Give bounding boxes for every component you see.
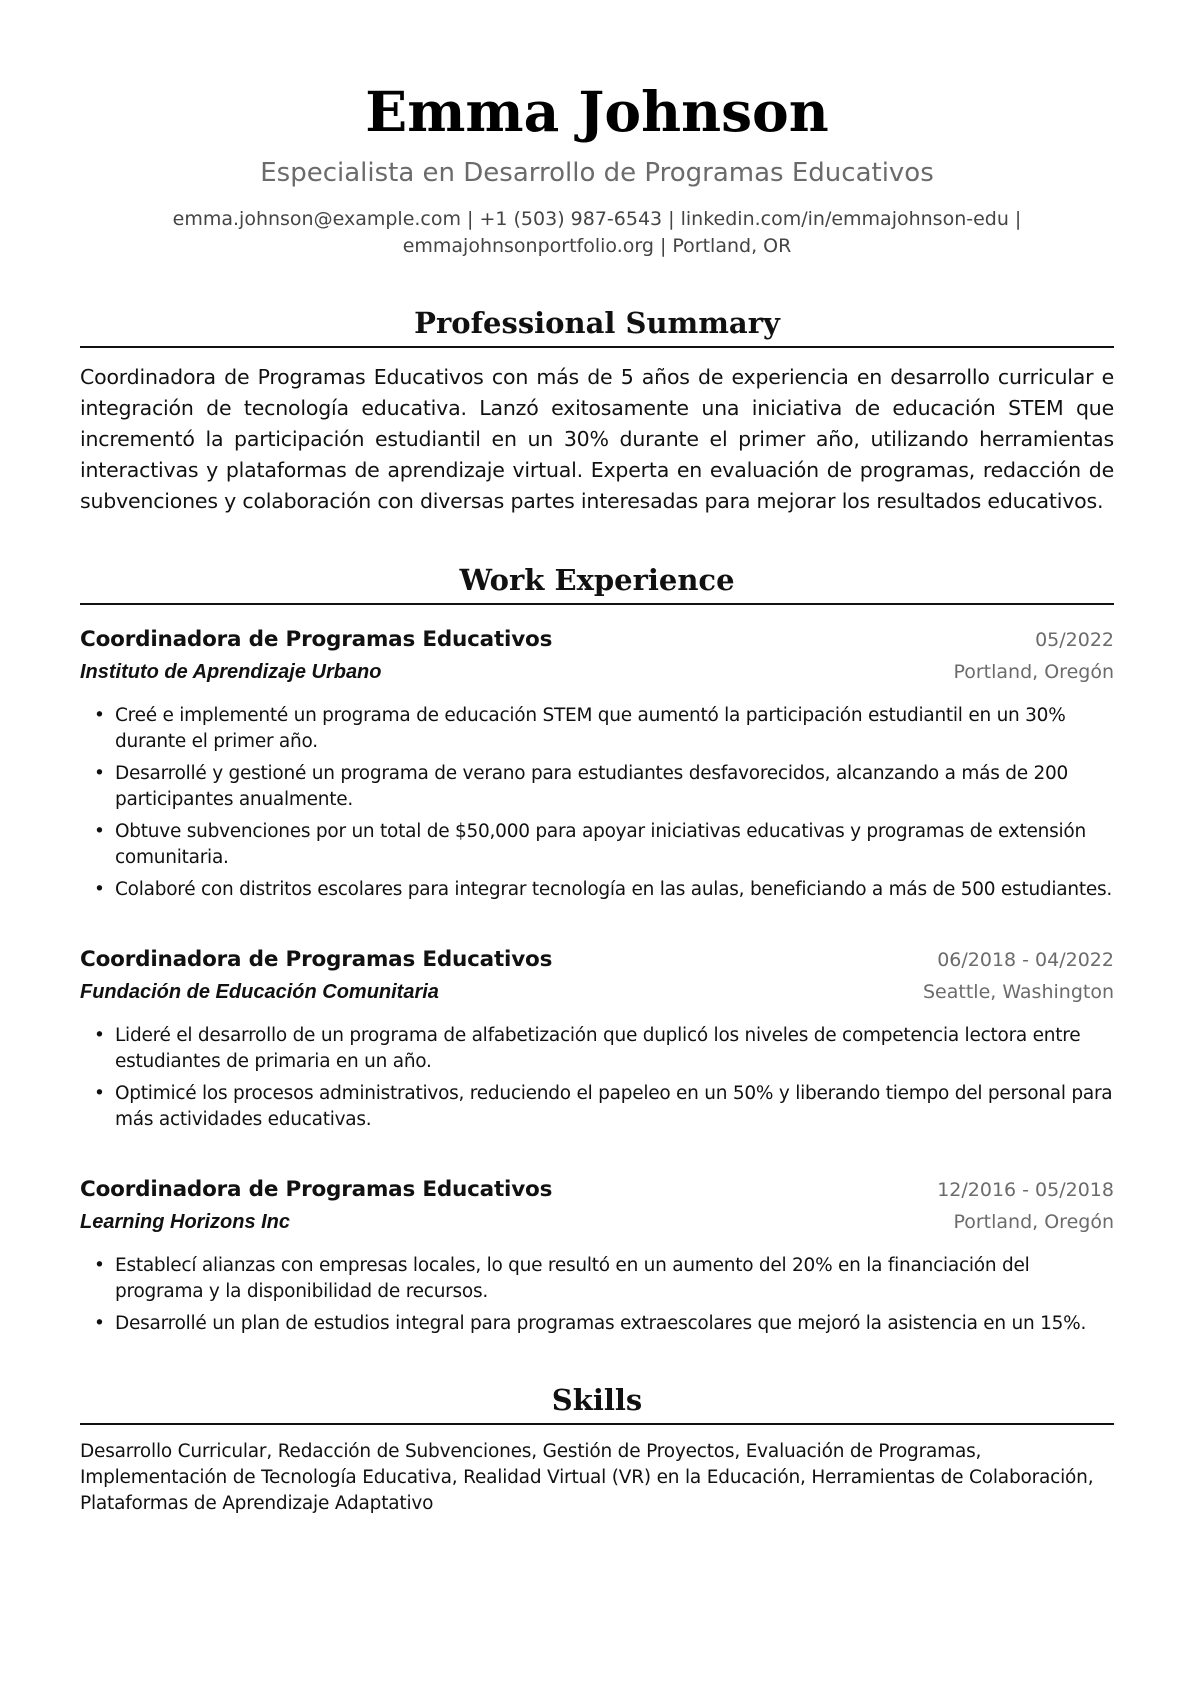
- summary-text: Coordinadora de Programas Educativos con más de 5 años de experiencia en desarrollo curricular e integración de tecnología educativa. Lanzó exitosamente una iniciativa de educación STEM que incrementó la participación estudiantil en un 30% durante el primer año, utilizando herramientas interactivas y plataformas de aprendizaje virtual. Experta en evaluación de programas, redacción de subvenciones y colaboración con diversas partes interesadas para mejorar los resultados educativos.: [80, 365, 1114, 513]
- job-date: 06/2018 - 04/2022: [937, 949, 1114, 971]
- experience-section: [80, 561, 1114, 1337]
- skills-text: Desarrollo Curricular, Redacción de Subvenciones, Gestión de Proyectos, Evaluación de Programas, Implementación de Tecnología Educativa, Realidad Virtual (VR) en la Educación, Herramientas de Colaboración, Plataformas de Aprendizaje Adaptativo: [80, 1441, 1094, 1514]
- job-date: 12/2016 - 05/2018: [937, 1179, 1114, 1201]
- job-header: [80, 1175, 1114, 1205]
- bullet-dot-icon: •: [94, 1025, 105, 1046]
- resume-page: [80, 78, 1114, 1517]
- bullet-item: [80, 1311, 1114, 1337]
- bullet-text: Desarrollé y gestioné un programa de verano para estudiantes desfavorecidos, alcanzando a más de 200 participantes anualmente.: [115, 763, 1069, 810]
- job-company: Instituto de Aprendizaje Urbano: [80, 661, 382, 683]
- bullet-text: Obtuve subvenciones por un total de $50,000 para apoyar iniciativas educativas y programas de extensión comunitaria.: [115, 821, 1086, 868]
- bullet-text: Lideré el desarrollo de un programa de alfabetización que duplicó los niveles de competencia lectora entre estudiantes de primaria en un año.: [115, 1025, 1081, 1072]
- job-header: [80, 945, 1114, 975]
- bullet-item: [80, 1023, 1114, 1075]
- bullet-text: Establecí alianzas con empresas locales, lo que resultó en un aumento del 20% en la financiación del programa y la disponibilidad de recursos.: [115, 1255, 1030, 1302]
- skills-section: [80, 1381, 1114, 1517]
- bullet-item: [80, 703, 1114, 755]
- job-title: Coordinadora de Programas Educativos: [80, 1177, 553, 1202]
- job-location: Portland, Oregón: [953, 661, 1114, 683]
- job-bullets: [80, 703, 1114, 903]
- job-header: [80, 625, 1114, 655]
- bullet-dot-icon: •: [94, 821, 105, 842]
- bullet-dot-icon: •: [94, 1313, 105, 1334]
- bullet-item: [80, 1081, 1114, 1133]
- contact-line: emma.johnson@example.com | +1 (503) 987-6543 | linkedin.com/in/emmajohnson-edu |: [172, 208, 1022, 230]
- job-company: Fundación de Educación Comunitaria: [80, 981, 439, 1003]
- resume-header: [80, 78, 1114, 260]
- job-title: Coordinadora de Programas Educativos: [80, 947, 553, 972]
- candidate-name: Emma Johnson: [365, 79, 829, 144]
- bullet-dot-icon: •: [94, 879, 105, 900]
- job-entry: [80, 945, 1114, 1133]
- contact-info: [147, 206, 1047, 260]
- job-entry: [80, 1175, 1114, 1337]
- bullet-dot-icon: •: [94, 705, 105, 726]
- job-location: Portland, Oregón: [953, 1211, 1114, 1233]
- bullet-dot-icon: •: [94, 1255, 105, 1276]
- job-location: Seattle, Washington: [923, 981, 1114, 1003]
- job-bullets: [80, 1023, 1114, 1133]
- job-subheader: [80, 975, 1114, 1009]
- bullet-item: [80, 761, 1114, 813]
- bullet-text: Desarrollé un plan de estudios integral para programas extraescolares que mejoró la asistencia en un 15%.: [115, 1313, 1087, 1334]
- job-company: Learning Horizons Inc: [80, 1211, 291, 1233]
- bullet-text: Optimicé los procesos administrativos, reduciendo el papeleo en un 50% y liberando tiempo del personal para más actividades educativas.: [115, 1083, 1113, 1130]
- section-title-summary: Professional Summary: [80, 304, 1114, 348]
- bullet-dot-icon: •: [94, 763, 105, 784]
- job-date: 05/2022: [1035, 629, 1114, 651]
- section-title-experience: Work Experience: [80, 561, 1114, 605]
- summary-section: [80, 304, 1114, 517]
- bullet-text: Colaboré con distritos escolares para integrar tecnología en las aulas, beneficiando a más de 500 estudiantes.: [115, 879, 1113, 900]
- contact-line: emmajohnsonportfolio.org | Portland, OR: [402, 235, 792, 257]
- section-title-skills: Skills: [80, 1381, 1114, 1425]
- bullet-dot-icon: •: [94, 1083, 105, 1104]
- job-bullets: [80, 1253, 1114, 1337]
- job-entry: [80, 625, 1114, 903]
- bullet-item: [80, 819, 1114, 871]
- job-subheader: [80, 655, 1114, 689]
- candidate-headline: Especialista en Desarrollo de Programas Educativos: [260, 158, 934, 188]
- bullet-text: Creé e implementé un programa de educación STEM que aumentó la participación estudiantil en un 30% durante el primer año.: [115, 705, 1066, 752]
- bullet-item: [80, 877, 1114, 903]
- job-subheader: [80, 1205, 1114, 1239]
- bullet-item: [80, 1253, 1114, 1305]
- job-title: Coordinadora de Programas Educativos: [80, 627, 553, 652]
